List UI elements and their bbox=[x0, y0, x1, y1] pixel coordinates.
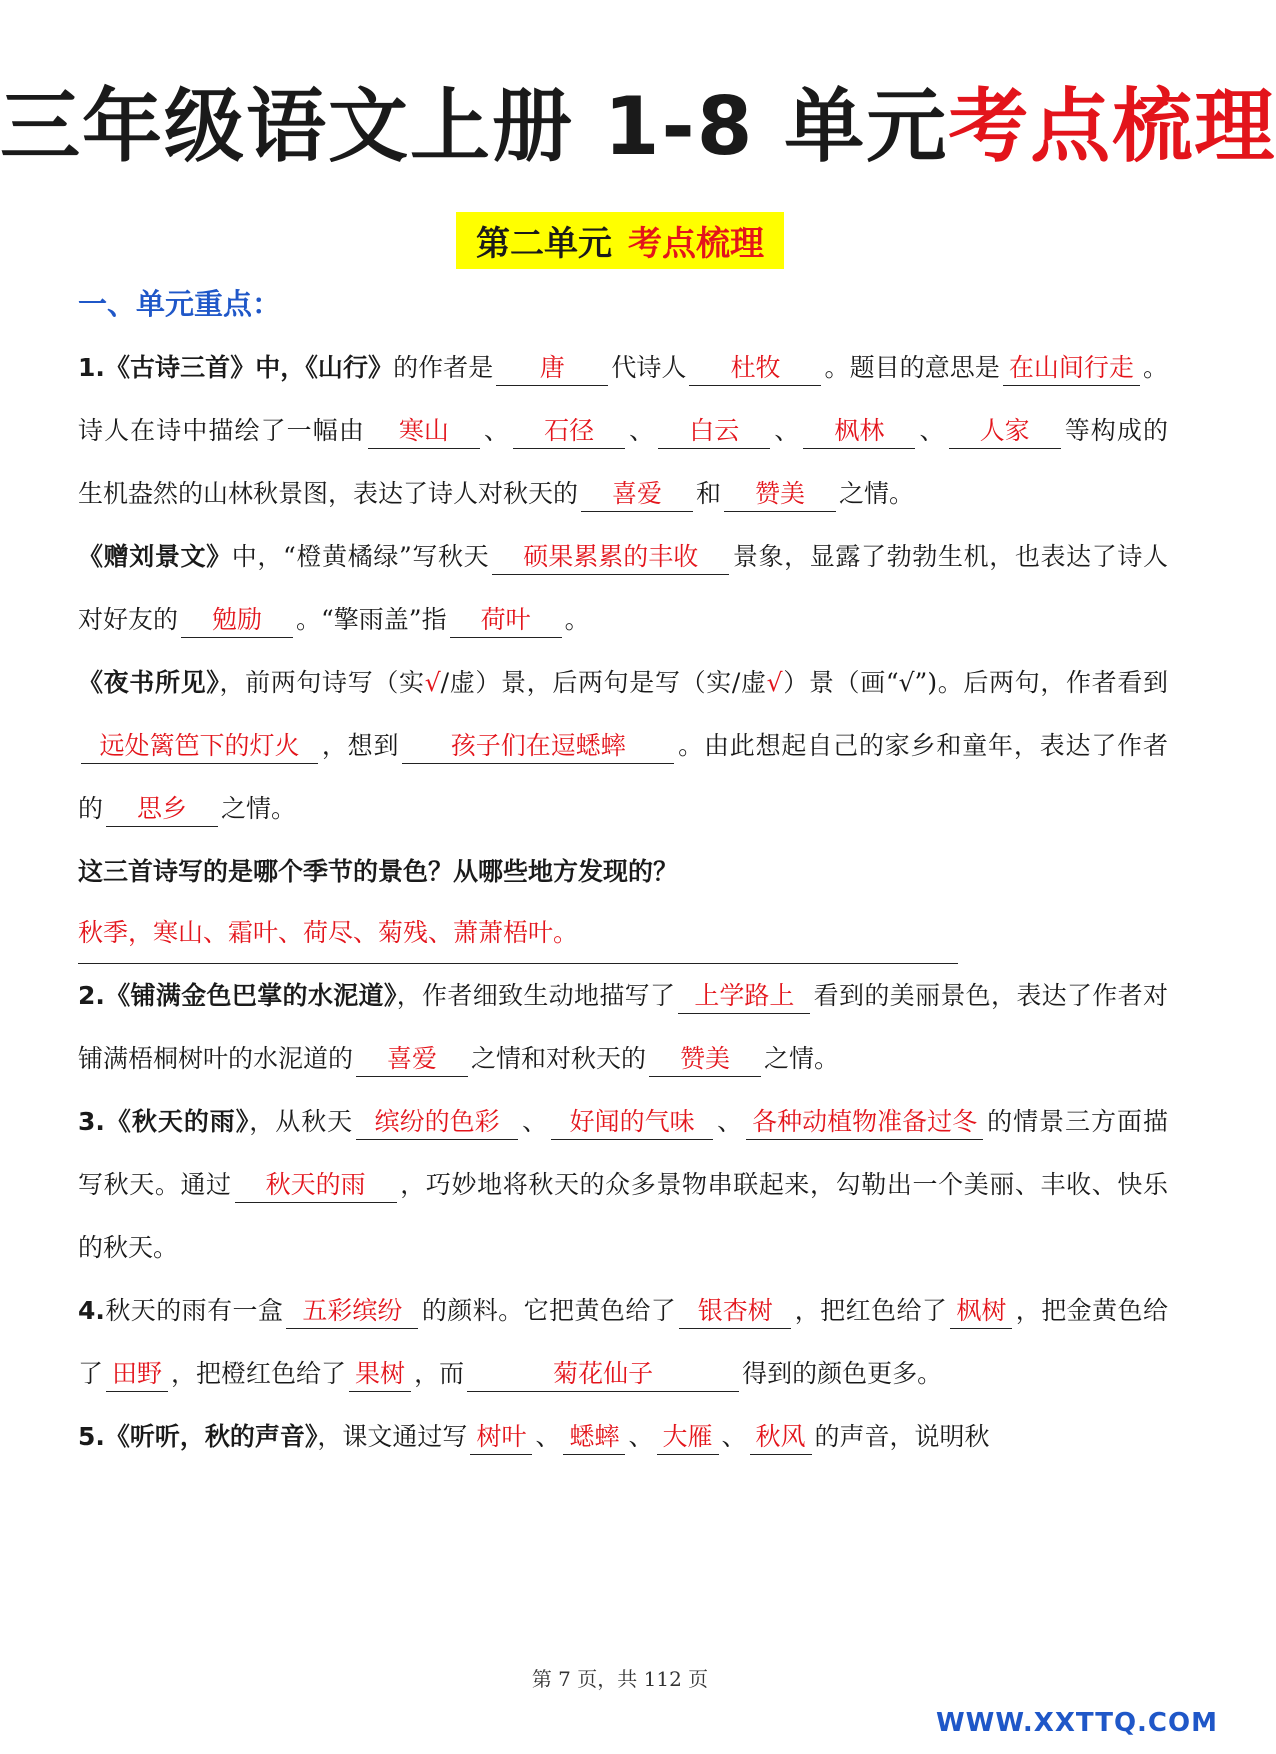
answer-blank: 寒山 bbox=[368, 414, 480, 449]
item-2-title: 《铺满金色巴掌的水泥道》 bbox=[104, 981, 397, 1010]
answer-blank: 思乡 bbox=[106, 792, 218, 827]
answer-line: 秋季，寒山、霜叶、荷尽、菊残、萧萧梧叶。 bbox=[78, 903, 958, 964]
text: ，课文通过写 bbox=[317, 1422, 468, 1451]
separator: 、 bbox=[521, 1107, 549, 1136]
unit-topic: 考点梳理 bbox=[628, 224, 764, 264]
item-5-paragraph bbox=[78, 1405, 1168, 1468]
answer-blank: 喜爱 bbox=[356, 1042, 468, 1077]
text: 得到的颜色更多。 bbox=[742, 1359, 943, 1388]
section-heading: 一、单元重点： bbox=[78, 287, 282, 321]
question-answer-paragraph bbox=[78, 903, 1168, 964]
answer-blank: 枫林 bbox=[803, 414, 915, 449]
answer-blank: 蟋蟀 bbox=[563, 1420, 625, 1455]
site-watermark: WWW.XXTTQ.COM bbox=[936, 1708, 1218, 1738]
item-5-number: 5. bbox=[78, 1422, 105, 1451]
text: 的颜料。它把黄色给了 bbox=[421, 1296, 677, 1325]
answer-blank: 秋天的雨 bbox=[235, 1168, 397, 1203]
answer-blank: 好闻的气味 bbox=[551, 1105, 713, 1140]
item-2-number: 2. bbox=[78, 981, 105, 1010]
text: 的情景三方面描写秋天。通过 bbox=[78, 1107, 1168, 1199]
separator: 、 bbox=[918, 416, 946, 445]
page-title bbox=[0, 62, 1276, 177]
unit-heading bbox=[456, 212, 784, 269]
text: 的作者是 bbox=[393, 353, 494, 382]
answer-blank: 田野 bbox=[106, 1357, 168, 1392]
text: ，从秋天 bbox=[249, 1107, 354, 1136]
separator: 、 bbox=[482, 416, 511, 445]
text: 景象，显露了勃勃生机，也表达了诗人对好友的 bbox=[78, 542, 1168, 634]
poem-2-title: 《赠刘景文》 bbox=[78, 542, 232, 571]
text: ，把橙红色给了 bbox=[171, 1359, 347, 1388]
item-1-number: 1. bbox=[78, 353, 105, 382]
question: 这三首诗写的是哪个季节的景色？从哪些地方发现的？ bbox=[78, 857, 679, 886]
answer-blank: 银杏树 bbox=[679, 1294, 791, 1329]
item-3-paragraph bbox=[78, 1090, 1168, 1279]
unit-heading-wrap bbox=[0, 212, 1240, 269]
separator: 、 bbox=[628, 1422, 654, 1451]
separator: 、 bbox=[773, 416, 801, 445]
item-3-title: 《秋天的雨》 bbox=[104, 1107, 250, 1136]
answer-blank: 各种动植物准备过冬 bbox=[746, 1105, 983, 1140]
item-4-paragraph bbox=[78, 1279, 1168, 1405]
text: 中，“橙黄橘绿”写秋天 bbox=[231, 542, 490, 571]
text: ，作者细致生动地描写了 bbox=[396, 981, 676, 1010]
page-number: 第 7 页，共 112 页 bbox=[531, 1667, 709, 1691]
poem-3-title: 《夜书所见》 bbox=[78, 668, 220, 697]
answer-blank: 秋风 bbox=[750, 1420, 812, 1455]
answer-blank: 人家 bbox=[949, 414, 1061, 449]
check-mark: √ bbox=[766, 668, 783, 697]
answer-blank: 孩子们在逗蟋蟀 bbox=[402, 729, 674, 764]
answer-blank: 白云 bbox=[658, 414, 770, 449]
poem-2-paragraph bbox=[78, 525, 1168, 651]
text: 之情和对秋天的 bbox=[471, 1044, 647, 1073]
answer-blank: 缤纷的色彩 bbox=[356, 1105, 518, 1140]
answer-blank: 赞美 bbox=[649, 1042, 761, 1077]
text: 代诗人 bbox=[611, 353, 687, 382]
item-1-book-title: 《古诗三首》中， bbox=[104, 353, 306, 382]
separator: 、 bbox=[716, 1107, 744, 1136]
separator: 、 bbox=[721, 1422, 747, 1451]
text: ，想到 bbox=[321, 731, 400, 760]
answer-blank: 杜牧 bbox=[689, 351, 821, 386]
item-4-number: 4. bbox=[78, 1296, 105, 1325]
title-main: 三年级语文上册 1-8 单元 bbox=[0, 80, 949, 173]
text: ，而 bbox=[414, 1359, 465, 1388]
text: 之情。 bbox=[221, 794, 297, 823]
text: ，前两句诗写（实 bbox=[219, 668, 425, 697]
text: 秋天的雨有一盒 bbox=[104, 1296, 284, 1325]
poem-3-paragraph bbox=[78, 651, 1168, 840]
text: 。题目的意思是 bbox=[824, 353, 1000, 382]
unit-name: 第二单元 bbox=[476, 224, 612, 264]
answer-blank: 勉励 bbox=[181, 603, 293, 638]
answer-blank: 枫树 bbox=[950, 1294, 1012, 1329]
text: 之情。 bbox=[839, 479, 915, 508]
check-mark: √ bbox=[424, 668, 441, 697]
title-highlight: 考点梳理 bbox=[948, 80, 1276, 173]
document-body bbox=[78, 336, 1168, 1468]
answer-blank: 喜爱 bbox=[581, 477, 693, 512]
answer-blank: 远处篱笆下的灯火 bbox=[81, 729, 318, 764]
answer-blank: 荷叶 bbox=[450, 603, 562, 638]
text: ，巧妙地将秋天的众多景物串联起来，勾勒出一个美丽、丰收、快乐的秋天。 bbox=[78, 1170, 1168, 1262]
answer-blank: 大雁 bbox=[657, 1420, 719, 1455]
item-1-paragraph bbox=[78, 336, 1168, 525]
item-5-title: 《听听，秋的声音》 bbox=[104, 1422, 318, 1451]
answer-blank: 赞美 bbox=[724, 477, 836, 512]
item-1-poem-title: 《山行》 bbox=[305, 353, 394, 382]
answer-blank: 树叶 bbox=[470, 1420, 532, 1455]
text: 。 bbox=[564, 605, 590, 634]
answer-blank: 五彩缤纷 bbox=[286, 1294, 418, 1329]
text: /虚）景，后两句是写（实/虚 bbox=[440, 668, 767, 697]
separator: 、 bbox=[535, 1422, 561, 1451]
answer-blank: 硕果累累的丰收 bbox=[492, 540, 729, 575]
text: 和 bbox=[696, 479, 722, 508]
answer-blank: 唐 bbox=[496, 351, 608, 386]
text: 的声音，说明秋 bbox=[814, 1422, 990, 1451]
answer-blank: 果树 bbox=[349, 1357, 411, 1392]
text: 。由此想起自己的家乡和童年，表达了作者的 bbox=[78, 731, 1168, 823]
text: 等构成的生机盎然的山林秋景图，表达了诗人对秋天的 bbox=[78, 416, 1168, 508]
text: 。诗人在诗中描绘了一幅由 bbox=[78, 353, 1168, 445]
answer-blank: 上学路上 bbox=[678, 979, 810, 1014]
item-2-paragraph bbox=[78, 964, 1168, 1090]
answer-blank: 菊花仙子 bbox=[467, 1357, 739, 1392]
answer-blank: 石径 bbox=[513, 414, 625, 449]
answer-blank: 在山间行走 bbox=[1003, 351, 1140, 386]
text: ，把金黄色给了 bbox=[78, 1296, 1168, 1388]
text: ）景（画“√”)。后两句，作者看到 bbox=[782, 668, 1168, 697]
text: 看到的美丽景色，表达了作者对铺满梧桐树叶的水泥道的 bbox=[78, 981, 1168, 1073]
separator: 、 bbox=[628, 416, 656, 445]
text: 之情。 bbox=[764, 1044, 840, 1073]
item-3-number: 3. bbox=[78, 1107, 105, 1136]
text: 。“擎雨盖”指 bbox=[296, 605, 447, 634]
text: ，把红色给了 bbox=[794, 1296, 948, 1325]
